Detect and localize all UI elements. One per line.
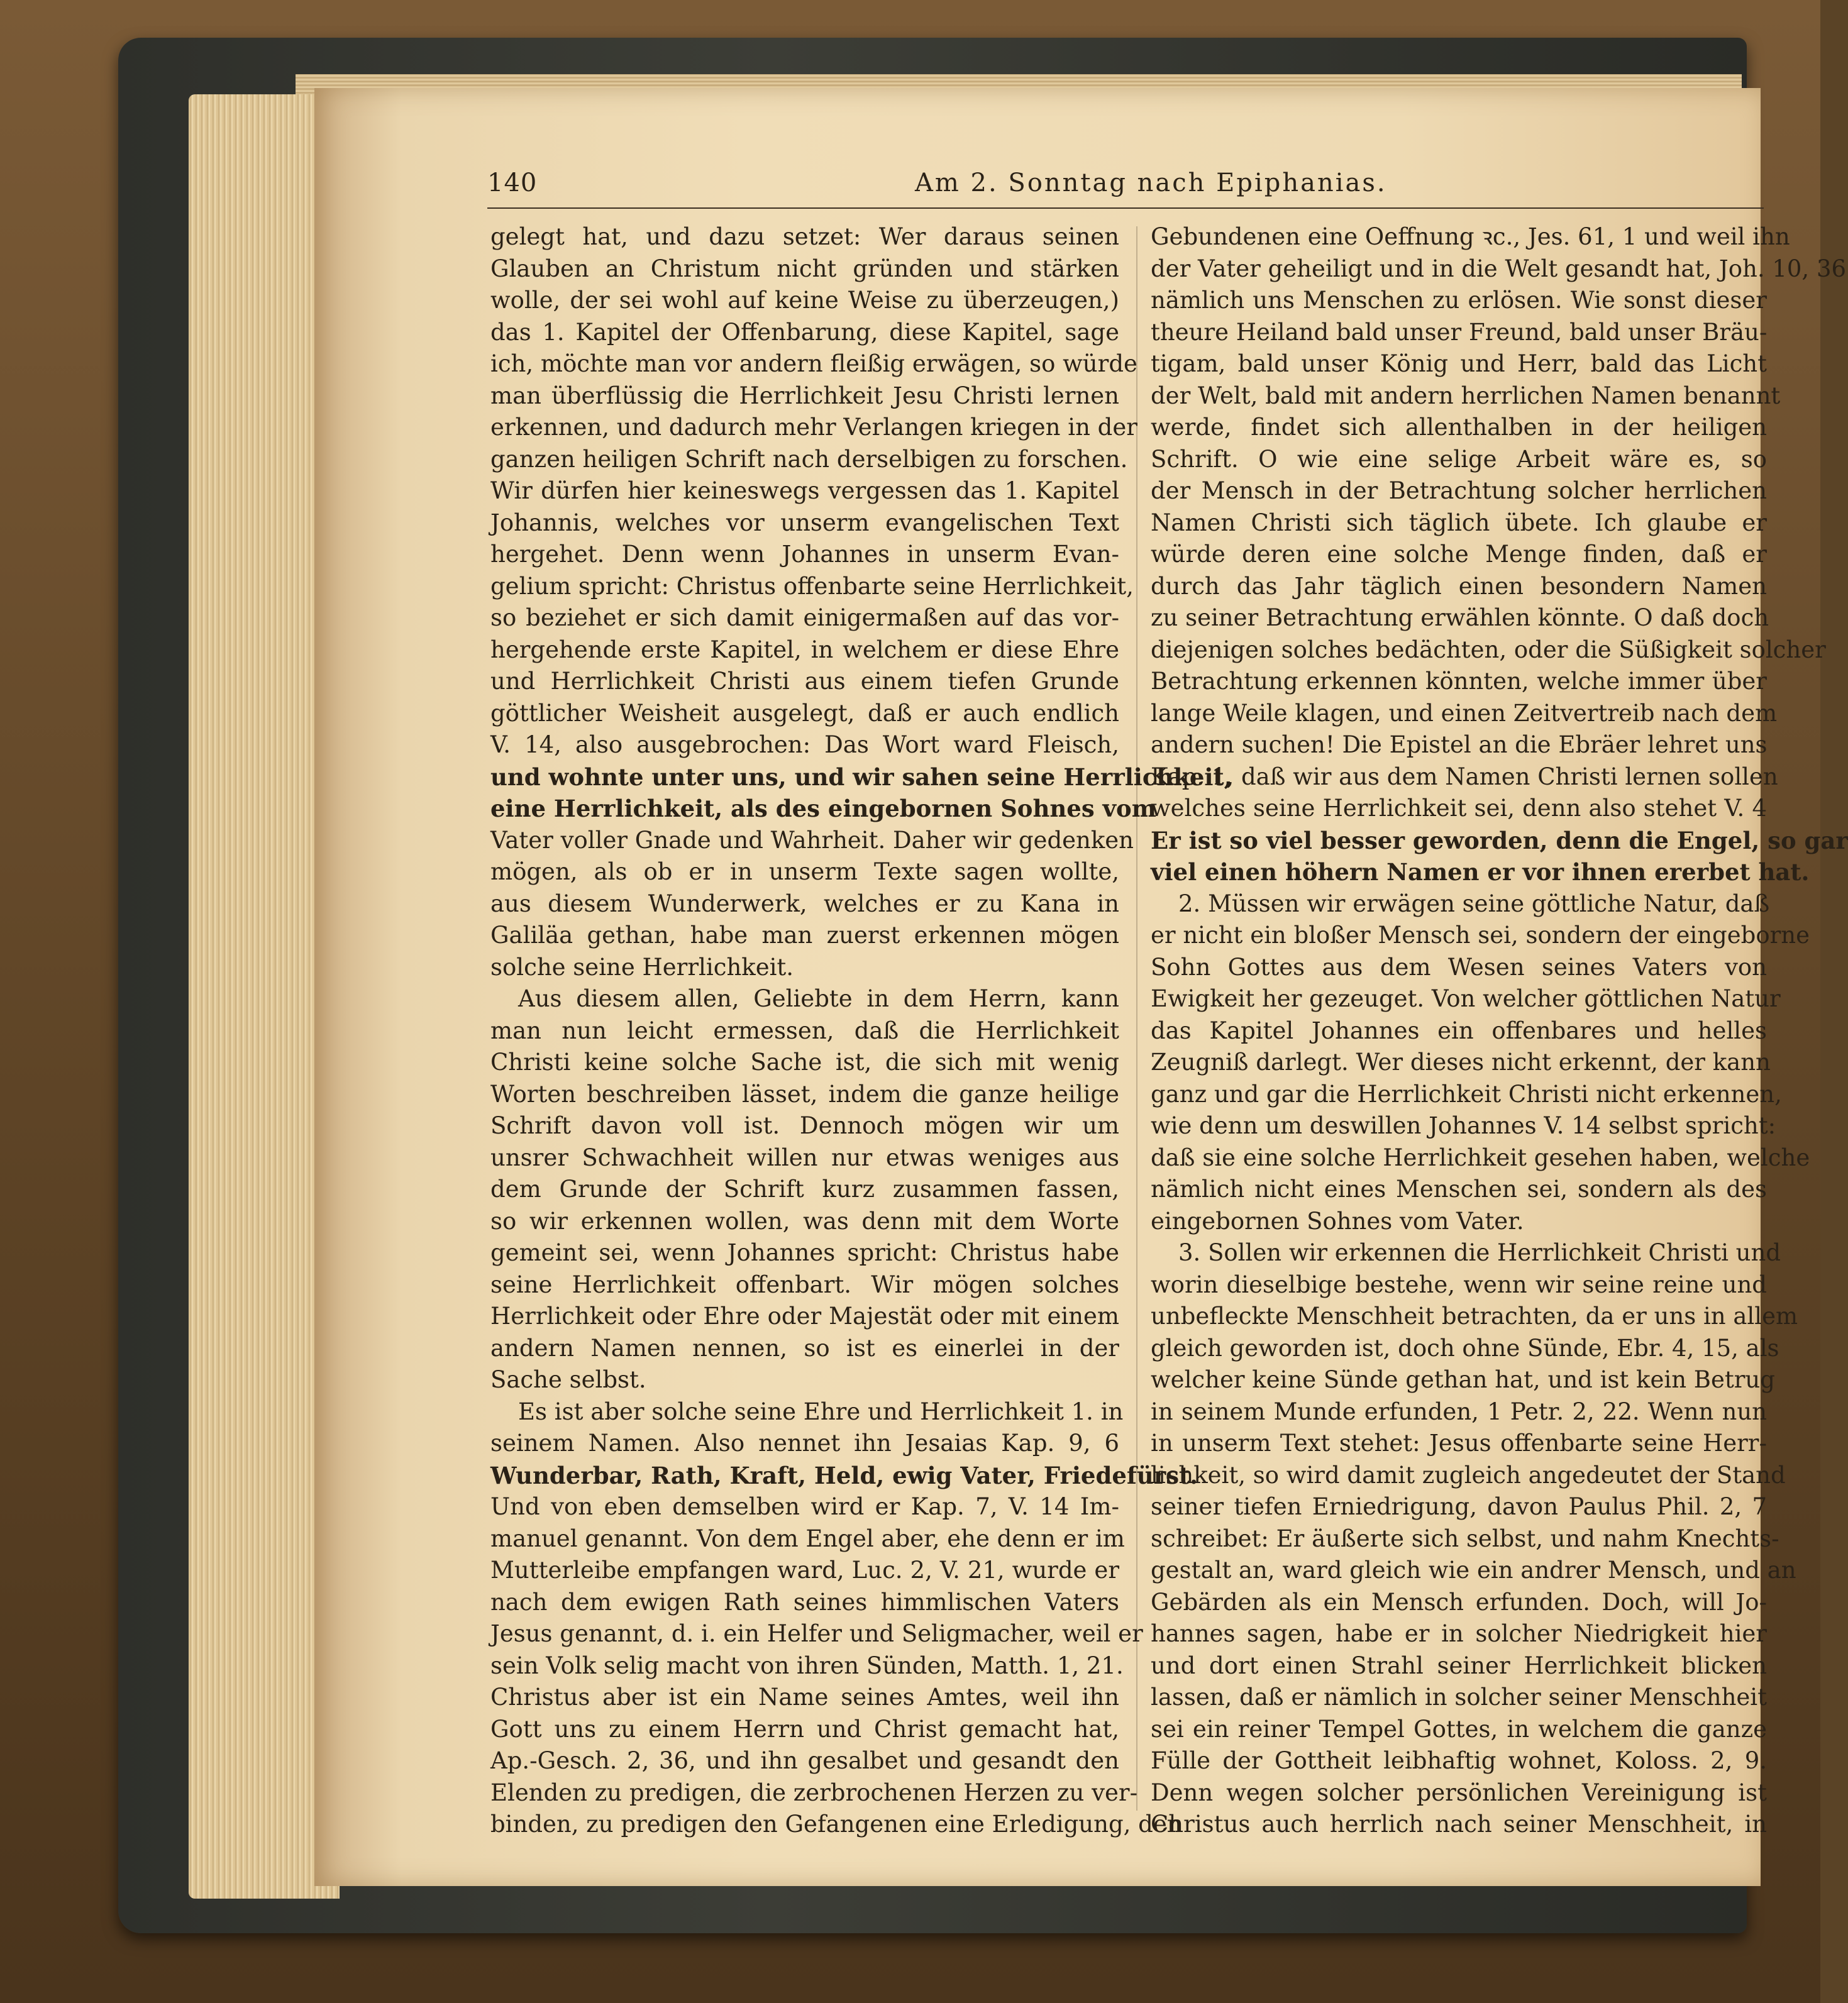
text-line: daß sie eine solche Herrlichkeit gesehen haben, welche	[1151, 1144, 1810, 1171]
text-line: Schrift davon voll ist. Dennoch mögen wir um	[490, 1112, 1119, 1139]
text-line: nämlich nicht eines Menschen sei, sondern als des	[1151, 1176, 1767, 1203]
text-line: 3. Sollen wir erkennen die Herrlichkeit Christi und	[1178, 1239, 1781, 1266]
page-header	[487, 165, 1764, 204]
text-line: lichkeit, so wird damit zugleich angedeutet der Stand	[1151, 1461, 1786, 1489]
text-line: gelegt hat, und dazu setzet: Wer daraus seinen	[490, 223, 1119, 250]
text-line: ganzen heiligen Schrift nach derselbigen zu forschen.	[490, 445, 1128, 473]
text-line: Mutterleibe empfangen ward, Luc. 2, V. 21, wurde er	[490, 1557, 1119, 1584]
text-line: seiner tiefen Erniedrigung, davon Paulus Phil. 2, 7	[1151, 1493, 1767, 1520]
text-line: schreibet: Er äußerte sich selbst, und nahm Knechts-	[1151, 1525, 1779, 1552]
text-line: unsrer Schwachheit willen nur etwas weniges aus	[490, 1144, 1119, 1171]
page-number: 140	[487, 168, 538, 197]
text-line: andern Namen nennen, so ist es einerlei in der	[490, 1334, 1119, 1362]
text-line: Herrlichkeit oder Ehre oder Majestät oder mit einem	[490, 1303, 1119, 1330]
text-line: so beziehet er sich damit einigermaßen auf das vor-	[490, 604, 1119, 631]
column-divider	[1136, 226, 1137, 1811]
text-line: hergehende erste Kapitel, in welchem er diese Ehre	[490, 636, 1119, 663]
text-line: wolle, der sei wohl auf keine Weise zu überzeugen,)	[490, 287, 1119, 314]
text-line: solche seine Herrlichkeit.	[490, 953, 794, 981]
text-line: seinem Namen. Also nennet ihn Jesaias Kap. 9, 6	[490, 1430, 1119, 1457]
text-line: in unserm Text stehet: Jesus offenbarte seine Herr-	[1151, 1430, 1767, 1457]
text-line: man überflüssig die Herrlichkeit Jesu Christi lernen	[490, 382, 1119, 409]
text-line: manuel genannt. Von dem Engel aber, ehe denn er im	[490, 1525, 1125, 1552]
text-line: ich, möchte man vor andern fleißig erwägen, so würde	[490, 350, 1137, 377]
text-line: 2. Müssen wir erwägen seine göttliche Natur, daß	[1178, 890, 1770, 917]
text-line: das 1. Kapitel der Offenbarung, diese Kapitel, sage	[490, 318, 1119, 346]
text-line: Gebärden als ein Mensch erfunden. Doch, will Jo-	[1151, 1588, 1767, 1616]
text-line: Ewigkeit her gezeuget. Von welcher göttlichen Natur	[1151, 985, 1781, 1012]
text-line: Es ist aber solche seine Ehre und Herrlichkeit 1. in	[518, 1398, 1124, 1425]
text-line: theure Heiland bald unser Freund, bald unser Bräu-	[1151, 318, 1768, 346]
text-line: hannes sagen, habe er in solcher Niedrigkeit hier	[1151, 1620, 1767, 1647]
text-line: seine Herrlichkeit offenbart. Wir mögen solches	[490, 1271, 1119, 1298]
text-line: Und von eben demselben wird er Kap. 7, V. 14 Im-	[490, 1493, 1119, 1520]
text-line: eine Herrlichkeit, als des eingebornen Sohnes vom	[490, 795, 1156, 822]
text-line: Christi keine solche Sache ist, die sich mit wenig	[490, 1049, 1119, 1076]
text-line: erkennen, und dadurch mehr Verlangen kriegen in der	[490, 414, 1137, 441]
text-line: Schrift. O wie eine selige Arbeit wäre es, so	[1151, 445, 1767, 473]
text-line: das Kapitel Johannes ein offenbares und helles	[1151, 1017, 1767, 1044]
text-line: gestalt an, ward gleich wie ein andrer Mensch, und an	[1151, 1557, 1796, 1584]
text-line: Gebundenen eine Oeffnung ꝛc., Jes. 61, 1 und weil ihn	[1151, 223, 1790, 250]
text-line: lassen, daß er nämlich in solcher seiner Menschheit	[1151, 1684, 1767, 1711]
text-line: lange Weile klagen, und einen Zeitvertreib nach dem	[1151, 699, 1778, 727]
text-line: Christus auch herrlich nach seiner Menschheit, in	[1151, 1811, 1767, 1838]
text-line: Elenden zu predigen, die zerbrochenen Herzen zu ver-	[490, 1779, 1138, 1806]
text-line: eingebornen Sohnes vom Vater.	[1151, 1207, 1524, 1235]
text-line: binden, zu predigen den Gefangenen eine Erledigung, den	[490, 1811, 1182, 1838]
text-line: nach dem ewigen Rath seines himmlischen Vaters	[490, 1588, 1119, 1616]
text-line: V. 14, also ausgebrochen: Das Wort ward Fleisch,	[490, 731, 1119, 758]
text-line: unbefleckte Menschheit betrachten, da er uns in allem	[1151, 1303, 1798, 1330]
text-line: gelium spricht: Christus offenbarte seine Herrlichkeit,	[490, 572, 1134, 600]
text-line: der Welt, bald mit andern herrlichen Namen benannt	[1151, 382, 1781, 409]
text-line: Gott uns zu einem Herrn und Christ gemacht hat,	[490, 1715, 1119, 1743]
text-line: Jesus genannt, d. i. ein Helfer und Seligmacher, weil er	[490, 1620, 1143, 1647]
text-line: tigam, bald unser König und Herr, bald das Licht	[1151, 350, 1767, 377]
text-line: ganz und gar die Herrlichkeit Christi nicht erkennen,	[1151, 1080, 1782, 1108]
text-line: und wohnte unter uns, und wir sahen seine Herrlichkeit,	[490, 763, 1232, 791]
text-line: göttlicher Weisheit ausgelegt, daß er auch endlich	[490, 699, 1119, 727]
text-line: Wir dürfen hier keineswegs vergessen das 1. Kapitel	[490, 477, 1119, 504]
text-line: Fülle der Gottheit leibhaftig wohnet, Koloss. 2, 9.	[1151, 1747, 1767, 1774]
text-line: hergehet. Denn wenn Johannes in unserm Evan-	[490, 541, 1119, 568]
text-line: sein Volk selig macht von ihren Sünden, Matth. 1, 21.	[490, 1652, 1124, 1679]
text-line: Johannis, welches vor unserm evangelischen Text	[490, 509, 1119, 536]
text-line: dem Grunde der Schrift kurz zusammen fassen,	[490, 1176, 1119, 1203]
right-column	[1151, 221, 1848, 1841]
text-line: Kap. 1, daß wir aus dem Namen Christi lernen sollen	[1151, 763, 1778, 790]
text-line: mögen, als ob er in unserm Texte sagen wollte,	[490, 858, 1119, 885]
text-line: der Mensch in der Betrachtung solcher herrlichen	[1151, 477, 1767, 504]
text-line: Worten beschreiben lässet, indem die ganze heilige	[490, 1080, 1119, 1108]
text-line: und dort einen Strahl seiner Herrlichkeit blicken	[1151, 1652, 1767, 1679]
text-line: Aus diesem allen, Geliebte in dem Herrn, kann	[518, 985, 1119, 1012]
text-line: sei ein reiner Tempel Gottes, in welchem die ganze	[1151, 1715, 1767, 1743]
text-line: gleich geworden ist, doch ohne Sünde, Ebr. 4, 15, als	[1151, 1334, 1779, 1362]
text-line: in seinem Munde erfunden, 1 Petr. 2, 22. Wenn nun	[1151, 1398, 1767, 1425]
text-line: Er ist so viel besser geworden, denn die Engel, so gar	[1151, 826, 1848, 854]
text-line: er nicht ein bloßer Mensch sei, sondern der eingeborne	[1151, 922, 1810, 949]
text-line: werde, findet sich allenthalben in der heiligen	[1151, 414, 1767, 441]
text-line: nämlich uns Menschen zu erlösen. Wie sonst dieser	[1151, 287, 1767, 314]
text-line: Galiläa gethan, habe man zuerst erkennen mögen	[490, 922, 1119, 949]
text-line: man nun leicht ermessen, daß die Herrlichkeit	[490, 1017, 1119, 1044]
text-line: Christus aber ist ein Name seines Amtes, weil ihn	[490, 1684, 1119, 1711]
text-line: Ap.-Gesch. 2, 36, und ihn gesalbet und gesandt den	[490, 1747, 1119, 1774]
text-line: worin dieselbige bestehe, wenn wir seine reine und	[1151, 1271, 1767, 1298]
text-line: Wunderbar, Rath, Kraft, Held, ewig Vater, Friedefürst.	[490, 1461, 1198, 1489]
text-line: der Vater geheiligt und in die Welt gesandt hat, Joh. 10, 36	[1151, 255, 1847, 282]
text-line: Zeugniß darlegt. Wer dieses nicht erkennt, der kann	[1151, 1049, 1771, 1076]
text-line: Denn wegen solcher persönlichen Vereinigung ist	[1151, 1779, 1767, 1806]
text-line: andern suchen! Die Epistel an die Ebräer lehret uns	[1151, 731, 1768, 758]
text-line: würde deren eine solche Menge finden, daß er	[1151, 541, 1767, 568]
text-line: welcher keine Sünde gethan hat, und ist kein Betrug	[1151, 1366, 1775, 1393]
text-line: zu seiner Betrachtung erwählen könnte. O daß doch	[1151, 604, 1769, 631]
text-line: durch das Jahr täglich einen besondern Namen	[1151, 572, 1767, 600]
text-line: Glauben an Christum nicht gründen und stärken	[490, 255, 1119, 282]
text-line: Betrachtung erkennen könnten, welche immer über	[1151, 668, 1767, 695]
text-line: Sache selbst.	[490, 1366, 646, 1393]
running-head: Am 2. Sonntag nach Epiphanias.	[915, 168, 1387, 197]
text-line: Vater voller Gnade und Wahrheit. Daher wir gedenken	[490, 826, 1134, 854]
text-line: wie denn um deswillen Johannes V. 14 selbst spricht:	[1151, 1112, 1776, 1139]
header-rule	[487, 207, 1764, 209]
text-line: so wir erkennen wollen, was denn mit dem Worte	[490, 1207, 1119, 1235]
left-column	[490, 221, 1232, 1841]
text-line: und Herrlichkeit Christi aus einem tiefen Grunde	[490, 668, 1119, 695]
text-line: Namen Christi sich täglich übete. Ich glaube er	[1151, 509, 1767, 536]
text-line: aus diesem Wunderwerk, welches er zu Kana in	[490, 890, 1119, 917]
text-line: viel einen höhern Namen er vor ihnen ererbet hat.	[1151, 858, 1810, 886]
text-line: diejenigen solches bedächten, oder die Süßigkeit solcher	[1151, 636, 1826, 663]
text-line: gemeint sei, wenn Johannes spricht: Christus habe	[490, 1239, 1119, 1266]
text-line: Sohn Gottes aus dem Wesen seines Vaters von	[1151, 953, 1767, 981]
text-line: welches seine Herrlichkeit sei, denn also stehet V. 4	[1151, 795, 1767, 822]
